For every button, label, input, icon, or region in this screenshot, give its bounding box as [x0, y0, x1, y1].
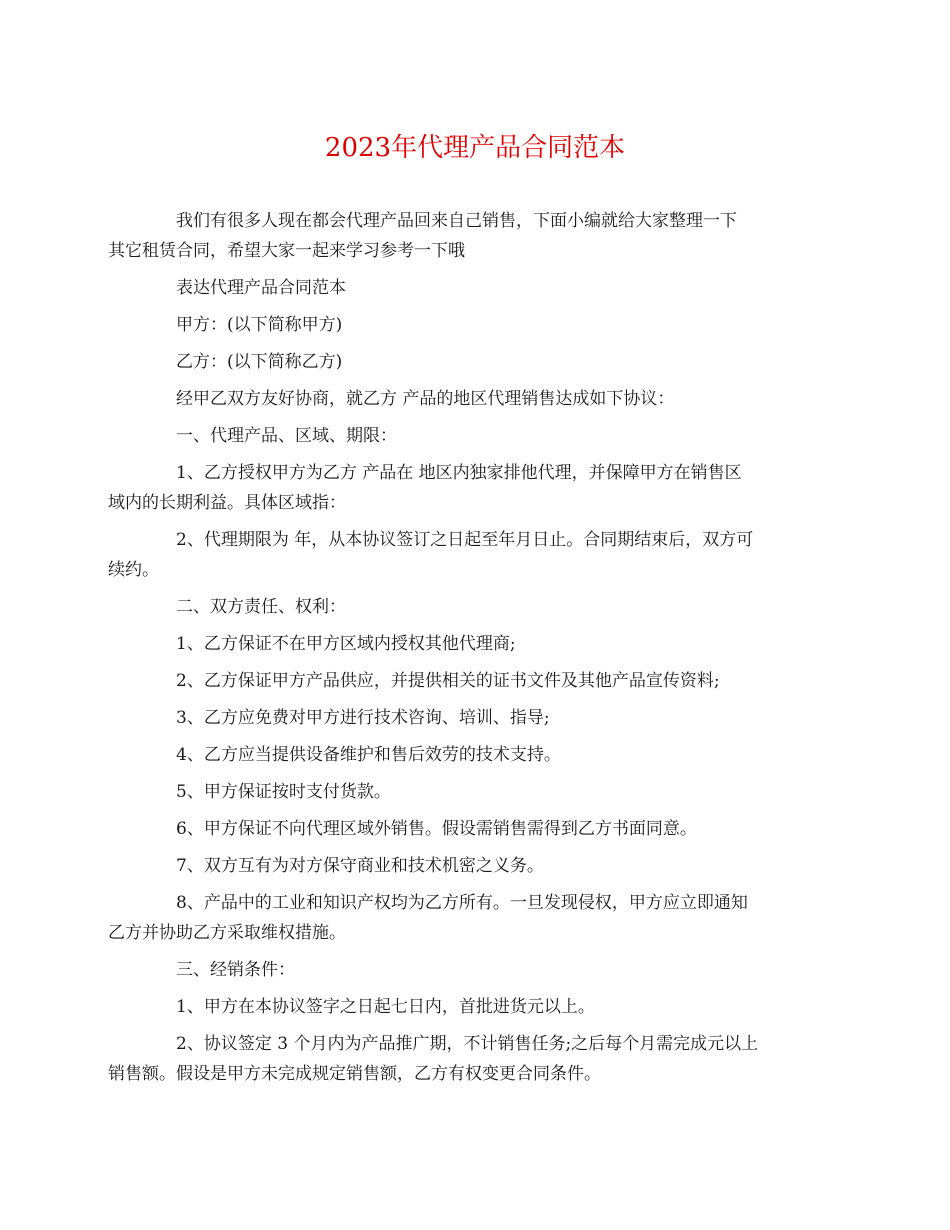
paragraph-line: 乙方：(以下简称乙方)	[176, 352, 343, 372]
paragraph	[108, 1029, 812, 1089]
paragraph	[142, 666, 812, 696]
paragraph-line: 经甲乙双方友好协商，就乙方 产品的地区代理销售达成如下协议：	[176, 389, 675, 409]
paragraph-line: 其它租赁合同，希望大家一起来学习参考一下哦	[108, 241, 465, 261]
paragraph-line: 2、协议签定 3 个月内为产品推广期，不计销售任务;之后每个月需完成元以上	[176, 1034, 759, 1054]
paragraph	[142, 384, 812, 414]
paragraph-line: 域内的长期利益。具体区域指：	[108, 493, 346, 513]
paragraph	[108, 888, 812, 948]
paragraph-line: 三、经销条件：	[176, 960, 295, 980]
paragraph-line: 我们有很多人现在都会代理产品回来自己销售，下面小编就给大家整理一下	[176, 211, 737, 231]
document-body	[108, 206, 812, 1096]
document-title: 2023年代理产品合同范本	[324, 133, 626, 163]
section-heading	[142, 421, 812, 451]
paragraph-line: 4、乙方应当提供设备维护和售后效劳的技术支持。	[176, 745, 561, 765]
paragraph	[142, 347, 812, 377]
paragraph-line: 续约。	[108, 560, 159, 580]
paragraph-line: 2、乙方保证甲方产品供应，并提供相关的证书文件及其他产品宣传资料;	[176, 671, 720, 691]
paragraph-line: 6、甲方保证不向代理区域外销售。假设需销售需得到乙方书面同意。	[176, 819, 697, 839]
paragraph-line: 二、双方责任、权利：	[176, 597, 346, 617]
paragraph	[108, 458, 812, 518]
paragraph-line: 2、代理期限为 年，从本协议签订之日起至年月日止。合同期结束后，双方可	[176, 530, 754, 550]
paragraph-line: 甲方：(以下简称甲方)	[176, 315, 343, 335]
paragraph-line: 1、乙方授权甲方为乙方 产品在 地区内独家排他代理，并保障甲方在销售区	[176, 463, 742, 483]
paragraph	[142, 629, 812, 659]
paragraph	[142, 273, 812, 303]
paragraph-line: 一、代理产品、区域、期限：	[176, 426, 397, 446]
paragraph-line: 3、乙方应免费对甲方进行技术咨询、培训、指导;	[176, 708, 550, 728]
paragraph	[142, 851, 812, 881]
paragraph	[108, 206, 812, 266]
paragraph	[142, 740, 812, 770]
section-heading	[142, 955, 812, 985]
paragraph-line: 乙方并协助乙方采取维权措施。	[108, 923, 346, 943]
paragraph	[108, 525, 812, 585]
paragraph	[142, 777, 812, 807]
paragraph-line: 表达代理产品合同范本	[176, 278, 346, 298]
section-heading	[142, 592, 812, 622]
paragraph-line: 7、双方互有为对方保守商业和技术机密之义务。	[176, 856, 544, 876]
paragraph	[142, 310, 812, 340]
paragraph-line: 销售额。假设是甲方未完成规定销售额，乙方有权变更合同条件。	[108, 1064, 601, 1084]
paragraph-line: 1、乙方保证不在甲方区域内授权其他代理商;	[176, 634, 516, 654]
paragraph	[142, 992, 812, 1022]
paragraph-line: 5、甲方保证按时支付货款。	[176, 782, 391, 802]
paragraph-line: 1、甲方在本协议签字之日起七日内，首批进货元以上。	[176, 997, 595, 1017]
paragraph	[142, 703, 812, 733]
paragraph	[142, 814, 812, 844]
paragraph-line: 8、产品中的工业和知识产权均为乙方所有。一旦发现侵权，甲方应立即通知	[176, 893, 748, 913]
